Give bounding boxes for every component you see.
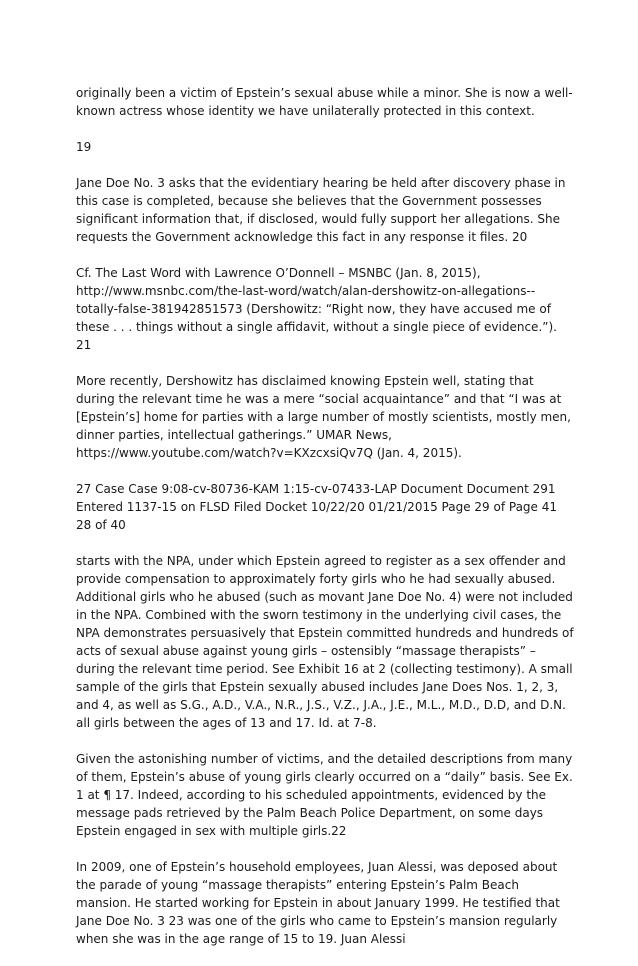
paragraph-hearing-request: Jane Doe No. 3 asks that the evidentiary hearing be held after discovery phase in this case is completed, because she believes that the Government possesses significant information that, if disclosed, would fully support her allegations. She requests the Government acknowledge this fact in any response it files. 20 <box>76 176 566 244</box>
paragraph-victim-count: Given the astonishing number of victims, and the detailed descriptions from many of them, Epstein’s abuse of young girls clearly occurred on a “daily” basis. See Ex. 1 at ¶ 17. Indeed, according to his scheduled appointments, evidenced by the message pads retrieved by the Palm Beach Police Department, on some days Epstein engaged in sex with multiple girls.22 <box>76 752 573 838</box>
paragraph-dershowitz-disclaimer: More recently, Dershowitz has disclaimed knowing Epstein well, stating that during the relevant time he was a mere “social acquaintance” and that “I was at [Epstein’s] home for parties with a large number of mostly scientists, mostly men, dinner parties, intellectual gatherings.” UMAR News, https://www.youtube.com/watch?v=KXzcxsiQv7Q (Jan. 4, 2015). <box>76 374 571 460</box>
paragraph-npa: starts with the NPA, under which Epstein agreed to register as a sex offender and provide compensation to approximately forty girls who he had sexually abused. Additional girls who he abused (such as movant Jane Doe No. 4) were not included in the NPA. Combined with the sworn testimony in the underlying civil cases, the NPA demonstrates persuasively that Epstein committed hundreds and hundreds of acts of sexual abuse against young girls – ostensibly “massage therapists” – during the relevant time period. See Exhibit 16 at 2 (collecting testimony). A small sample of the girls that Epstein sexually abused includes Jane Does Nos. 1, 2, 3, and 4, as well as S.G., A.D., V.A., N.R., J.S., V.Z., J.A., J.E., M.L., M.D., D.D, and D.N. all girls between the ages of 13 and 17. Id. at 7-8. <box>76 554 574 730</box>
case-header-line: 27 Case Case 9:08-cv-80736-KAM 1:15-cv-07433-LAP Document Document 291 Entered 1137-15 on FLSD Filed Docket 10/22/20 01/21/2015 Page 29 of Page 41 28 of 40 <box>76 482 558 532</box>
footnote-number: 19 <box>76 140 92 154</box>
paragraph-victim-note: originally been a victim of Epstein’s sexual abuse while a minor. She is now a well-known actress whose identity we have unilaterally protected in this context. <box>76 86 573 118</box>
document-body <box>76 84 576 966</box>
paragraph-msnbc-citation: Cf. The Last Word with Lawrence O’Donnell – MSNBC (Jan. 8, 2015), http://www.msnbc.com/the-last-word/watch/alan-dershowitz-on-allegations--totally-false-381942851573 (Dershowitz: “Right now, they have accused me of these . . . things without a single affidavit, without a single piece of evidence.”). 21 <box>76 266 557 352</box>
paragraph-alessi-deposition: In 2009, one of Epstein’s household employees, Juan Alessi, was deposed about the parade of young “massage therapists” entering Epstein’s Palm Beach mansion. He started working for Epstein in about January 1999. He testified that Jane Doe No. 3 23 was one of the girls who came to Epstein’s mansion regularly when she was in the age range of 15 to 19. Juan Alessi <box>76 860 560 946</box>
